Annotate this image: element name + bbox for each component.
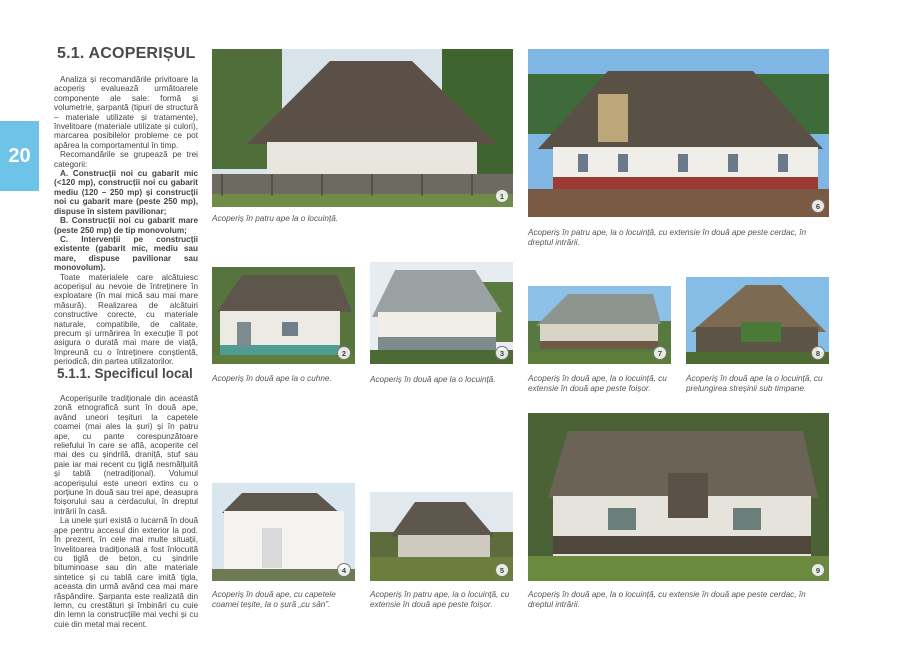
photo-number: 7 <box>653 346 667 360</box>
photo-caption: Acoperiș în două ape la o cuhne. <box>212 374 332 383</box>
subsection-title: 5.1.1. Specificul local <box>57 366 193 381</box>
photo-number: 4 <box>337 563 351 577</box>
paragraph: Analiza și recomandările privitoare la acoperiș evaluează următoarele componente ale sale: formă și volumetrie, șarpantă (tipuri de structură – materiale utilizate și tratamente), învelitoare (materiale utilizate și culori), marcarea posibilelor probleme ce pot apărea la comportamentul în timp. <box>54 75 198 150</box>
paragraph: Recomandările se grupează pe trei categorii: <box>54 150 198 169</box>
photo-caption: Acoperiș în patru ape la o locuință. <box>212 214 339 223</box>
photo-7 <box>528 286 671 364</box>
photo-number: 1 <box>495 189 509 203</box>
paragraph-category-c: C. Intervenții pe construcții existente (gabarit mic, mediu sau mare, dispuse pavilionar sau monovolum). <box>54 234 198 273</box>
photo-number: 9 <box>811 563 825 577</box>
photo-caption: Acoperiș în patru ape, la o locuință, cu extensie în două ape peste foișor. <box>370 590 510 609</box>
page-number: 20 <box>8 144 31 167</box>
paragraph: Acoperișurile tradiționale din această zonă etnografică sunt în două ape, având uneori teșituri la capetele coamei (mai ales la șuri) și în patru ape, cu pante corespunzătoare reliefului în care se află, acoperite cel mai des cu șindrilă, draniță, stuf sau paie iar mai recent cu țiglă nesmălțuită și tablă (netradițional). Volumul acoperișului este uneori extins cu o porțiune în două sau trei ape, deasupra foișorului sau a cerdacului, în dreptul intrării în casă. <box>54 394 198 516</box>
photo-caption: Acoperiș în două ape, cu capetele coamei teșite, la o șură „cu sân”. <box>212 590 336 609</box>
paragraph-category-b: B. Construcții noi cu gabarit mare (peste 250 mp) de tip monovolum; <box>54 216 198 235</box>
photo-caption: Acoperiș în două ape, la o locuință, cu extensie în două ape peste foișor. <box>528 374 667 393</box>
photo-8 <box>686 277 829 364</box>
paragraph-category-a: A. Construcții noi cu gabarit mic (<120 mp), construcții noi cu gabarit mediu (120 – 250 mp) și construcții noi cu gabarit mare (peste 250 mp), dispuse în sistem pavilionar; <box>54 169 198 216</box>
photo-number: 5 <box>495 563 509 577</box>
photo-1 <box>212 49 513 207</box>
photo-2 <box>212 267 355 364</box>
page-number-tab <box>0 121 39 191</box>
photo-number: 6 <box>811 199 825 213</box>
photo-number: 8 <box>811 346 825 360</box>
photo-number: 3 <box>495 346 509 360</box>
photo-6 <box>528 49 829 217</box>
photo-caption: Acoperiș în două ape, la o locuință, cu extensie în două ape peste cerdac, în dreptul intrării. <box>528 590 806 609</box>
photo-number: 2 <box>337 346 351 360</box>
photo-5 <box>370 492 513 581</box>
local-text <box>54 394 198 629</box>
photo-4 <box>212 483 355 581</box>
photo-3 <box>370 262 513 364</box>
paragraph: La unele șuri există o lucarnă în două ape pentru accesul din exterior la pod. În prezent, în cele mai multe situații, învelitoarea tradițională a fost înlocuită cu țiglă de beton, cu șindrile bituminoase sau din alte materiale sintetice și cu tablă care imită țigla, aceasta din urmă având cea mai mare răspândire. Șarpanta este realizată din lemn, cu crestături și îmbinări cu cuie din lemn la construcțiile mai vechi și cu cuie din metal mai recent. <box>54 516 198 629</box>
section-title: 5.1. ACOPERIȘUL <box>57 45 196 62</box>
photo-caption: Acoperiș în patru ape, la o locuință, cu extensie în două ape peste cerdac, în dreptul intrării. <box>528 228 807 247</box>
intro-text <box>54 75 198 367</box>
paragraph: Toate materialele care alcătuiesc acoperișul au nevoie de întreținere în exploatare (în mai mică sau mai mare măsură). Realizarea de alcătuiri constructive corecte, cu materiale naturale, compatibile, de calitate, precum și urmărirea în execuție îl pot asigura o durată mai mare de viață, împreună cu o întreținere conștientă, periodică, din partea utilizatorilor. <box>54 272 198 367</box>
photo-caption: Acoperiș în două ape la o locuință. <box>370 375 496 384</box>
photo-9 <box>528 413 829 581</box>
photo-caption: Acoperiș în două ape la o locuință, cu prelungirea streșinii sub timpane. <box>686 374 823 393</box>
